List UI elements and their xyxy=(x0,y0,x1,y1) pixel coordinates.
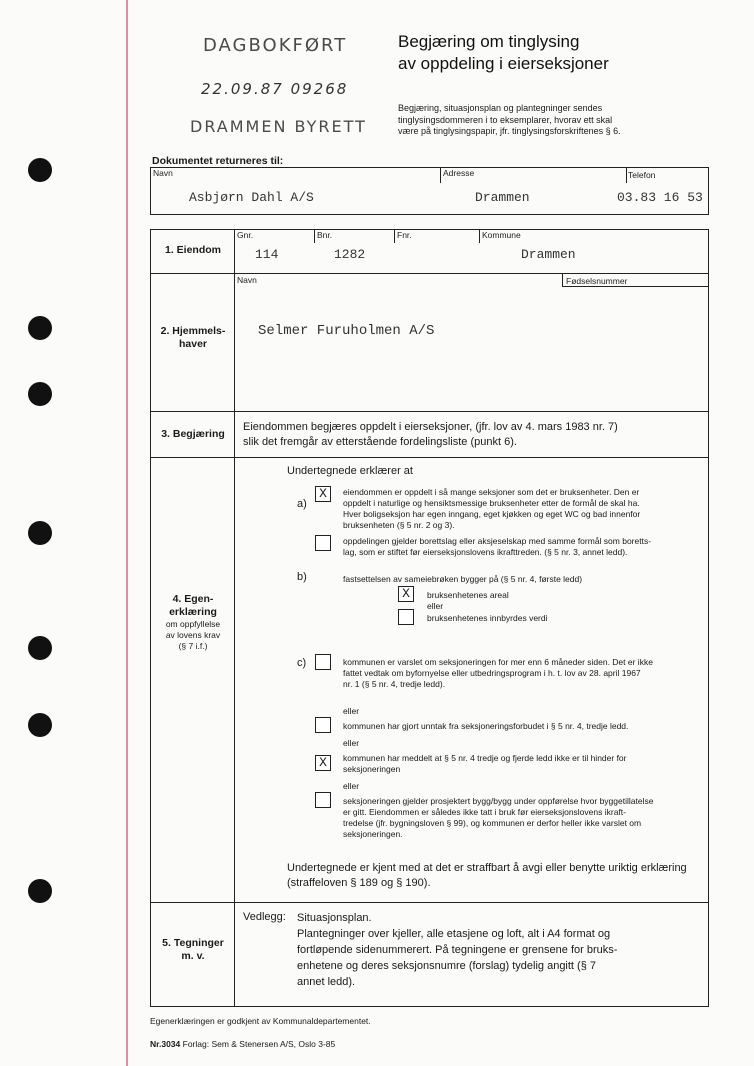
text-line: oppdelt i naturlige og hensiktsmessige bruksenheter etter de formål de skal ha. xyxy=(343,498,640,508)
vedlegg-text xyxy=(297,910,617,990)
return-adresse-value: Drammen xyxy=(475,190,530,205)
item-c2-text: kommunen har gjort unntak fra seksjoneringsforbudet i § 5 nr. 4, tredje ledd. xyxy=(343,721,629,731)
section-4-label-line: 4. Egen- xyxy=(172,593,214,605)
punch-hole xyxy=(28,713,52,737)
vedlegg-label: Vedlegg: xyxy=(243,911,286,923)
text-line: fortløpende sidenummerert. På tegningene er grensene for bruks- xyxy=(297,944,618,956)
form-title-line2: av oppdeling i eierseksjoner xyxy=(398,54,609,73)
section-4-label-sub: (§ 7 i.f.) xyxy=(178,641,208,651)
form-number: Nr.3034 xyxy=(150,1039,181,1049)
header-note-line: være på tinglysingspapir, jfr. tinglysingsforskriftenes § 6. xyxy=(398,126,621,136)
return-adresse-label: Adresse xyxy=(443,168,475,178)
divider xyxy=(626,167,627,183)
begjaering-text xyxy=(243,420,618,450)
section-5-label-line: m. v. xyxy=(181,950,205,962)
text-line: kommunen er varslet om seksjoneringen for mer enn 6 måneder siden. Det er ikke xyxy=(343,657,653,667)
return-navn-label: Navn xyxy=(153,168,173,178)
return-navn-value: Asbjørn Dahl A/S xyxy=(189,190,314,205)
begjaering-text-line: Eiendommen begjæres oppdelt i eierseksjoner, (jfr. lov av 4. mars 1983 nr. 7) xyxy=(243,421,618,433)
header-note-line: Begjæring, situasjonsplan og plantegninger sendes xyxy=(398,103,603,113)
item-b2-text: bruksenhetenes innbyrdes verdi xyxy=(427,613,548,623)
punch-hole xyxy=(28,521,52,545)
text-line: er gitt. Eiendommen er således ikke tatt i bruk før eierseksjonslovens ikraft- xyxy=(343,807,626,817)
divider xyxy=(394,229,395,243)
text-line: lag, som er stiftet før eierseksjonslovens ikrafttreden. (§ 5 nr. 3, annet ledd). xyxy=(343,547,628,557)
item-c3-text xyxy=(343,753,627,775)
item-a1-text xyxy=(343,487,640,531)
footer-form-line xyxy=(150,1039,335,1049)
text-line: kommunen har meddelt at § 5 nr. 4 tredje og fjerde ledd ikke er til hinder for xyxy=(343,753,627,763)
item-a-letter: a) xyxy=(297,498,307,510)
item-c4-text xyxy=(343,796,653,840)
section-1-label: 1. Eiendom xyxy=(164,244,221,256)
punch-hole xyxy=(28,316,52,340)
footer-approved: Egenerklæringen er godkjent av Kommunaldepartementet. xyxy=(150,1016,371,1026)
text-line: Undertegnede er kjent med at det er straffbart å avgi eller benytte uriktig erklæring xyxy=(287,862,687,874)
fnr-label: Fnr. xyxy=(397,230,412,240)
text-line: tredelse (jfr. bygningsloven § 99), og kommunen er derfor heller ikke varslet om xyxy=(343,818,642,828)
item-b-letter: b) xyxy=(297,571,307,583)
text-line: Situasjonsplan. xyxy=(297,912,372,924)
checkbox-b1[interactable]: X xyxy=(398,586,414,602)
header-note xyxy=(398,103,698,138)
section-4-label-sub: av lovens krav xyxy=(165,630,221,640)
return-telefon-value: 03.83 16 53 xyxy=(617,190,703,205)
section-2-label-line: 2. Hjemmels- xyxy=(160,325,226,337)
punch-hole xyxy=(28,158,52,182)
hjemmel-navn-value: Selmer Furuholmen A/S xyxy=(258,323,435,339)
checkbox-c2[interactable] xyxy=(315,717,331,733)
text-line: Plantegninger over kjeller, alle etasjene og loft, alt i A4 format og xyxy=(297,928,611,940)
section-2-label xyxy=(152,325,234,351)
begjaering-text-line: slik det fremgår av etterstående fordelingsliste (punkt 6). xyxy=(243,436,517,448)
text-line: (straffeloven § 189 og § 190). xyxy=(287,877,431,889)
stamp-line1: DAGBOKFØRT xyxy=(203,35,348,56)
form-title-line1: Begjæring om tinglysing xyxy=(398,32,580,51)
text-line: Hver boligseksjon har egen inngang, eget kjøkken og eget WC og bad innenfor xyxy=(343,509,641,519)
text-line: eiendommen er oppdelt i så mange seksjoner som det er bruksenheter. Den er xyxy=(343,487,640,497)
declaration-warning xyxy=(287,861,687,891)
text-line: fattet vedtak om byfornyelse eller utbedringsprogram i h. t. lov av 28. april 1967 xyxy=(343,668,641,678)
return-telefon-label: Telefon xyxy=(628,170,656,180)
stamp-line3: DRAMMEN BYRETT xyxy=(190,117,367,136)
divider xyxy=(314,229,315,243)
hjemmel-navn-label: Navn xyxy=(237,275,257,285)
kommune-label: Kommune xyxy=(482,230,521,240)
bnr-value: 1282 xyxy=(334,247,366,262)
bnr-label: Bnr. xyxy=(317,230,333,240)
row-divider xyxy=(150,902,709,903)
section-4-label-line: erklæring xyxy=(169,606,217,618)
gnr-label: Gnr. xyxy=(237,230,254,240)
margin-line xyxy=(126,0,128,1066)
section-4-label-sub: om oppfyllelse xyxy=(165,619,221,629)
checkbox-c4[interactable] xyxy=(315,792,331,808)
item-b-intro: fastsettelsen av sameiebrøken bygger på (§ 5 nr. 4, første ledd) xyxy=(343,574,583,584)
item-b1-text: bruksenhetenes areal xyxy=(427,590,509,600)
text-line: seksjoneringen gjelder prosjektert bygg/bygg under oppførelse hvor byggetillatelse xyxy=(343,796,654,806)
kommune-value: Drammen xyxy=(521,247,576,262)
text-line: enhetene og deres seksjonsnumre (forslag) tydelig angitt (§ 7 xyxy=(297,960,597,972)
checkbox-c1[interactable] xyxy=(315,654,331,670)
text-line: seksjoneringen. xyxy=(343,829,403,839)
text-line: seksjoneringen xyxy=(343,764,401,774)
item-a2-text xyxy=(343,536,651,558)
item-b-eller: eller xyxy=(427,601,444,611)
text-line: bruksenheten (§ 5 nr. 2 og 3). xyxy=(343,520,455,530)
section-3-label: 3. Begjæring xyxy=(161,428,225,440)
row-divider xyxy=(150,411,709,412)
punch-hole xyxy=(28,636,52,660)
checkbox-a1[interactable]: X xyxy=(315,486,331,502)
text-line: annet ledd). xyxy=(297,976,356,988)
section-5-label xyxy=(152,937,234,963)
section-5-label-line: 5. Tegninger xyxy=(162,937,224,949)
fodselsnummer-label: Fødselsnummer xyxy=(566,276,628,286)
section-4-label xyxy=(152,593,234,652)
divider xyxy=(440,167,441,183)
header-note-line: tinglysingsdommeren i to eksemplarer, hvorav ett skal xyxy=(398,114,613,125)
checkbox-c3[interactable]: X xyxy=(315,755,331,771)
punch-hole xyxy=(28,382,52,406)
item-c1-text xyxy=(343,657,653,690)
divider xyxy=(562,286,709,287)
eller-1: eller xyxy=(343,706,360,716)
stamp-date: 22.09.87 09268 xyxy=(201,80,349,98)
eller-3: eller xyxy=(343,781,360,791)
row-divider xyxy=(150,273,709,274)
text-line: oppdelingen gjelder borettslag eller aksjeselskap med samme formål som boretts- xyxy=(343,536,652,546)
section-2-label-line: haver xyxy=(178,338,208,350)
label-column-divider xyxy=(234,229,235,1007)
punch-hole xyxy=(28,879,52,903)
checkbox-a2[interactable] xyxy=(315,535,331,551)
text-line: nr. 1 (§ 5 nr. 4, tredje ledd). xyxy=(343,679,446,689)
row-divider xyxy=(150,457,709,458)
divider xyxy=(479,229,480,243)
divider xyxy=(562,273,563,287)
eller-2: eller xyxy=(343,738,360,748)
declaration-intro: Undertegnede erklærer at xyxy=(287,465,413,477)
item-c-letter: c) xyxy=(297,657,307,669)
publisher: Forlag: Sem & Stenersen A/S, Oslo 3-85 xyxy=(182,1039,336,1049)
return-label: Dokumentet returneres til: xyxy=(152,155,284,167)
checkbox-b2[interactable] xyxy=(398,609,414,625)
gnr-value: 114 xyxy=(255,247,279,262)
